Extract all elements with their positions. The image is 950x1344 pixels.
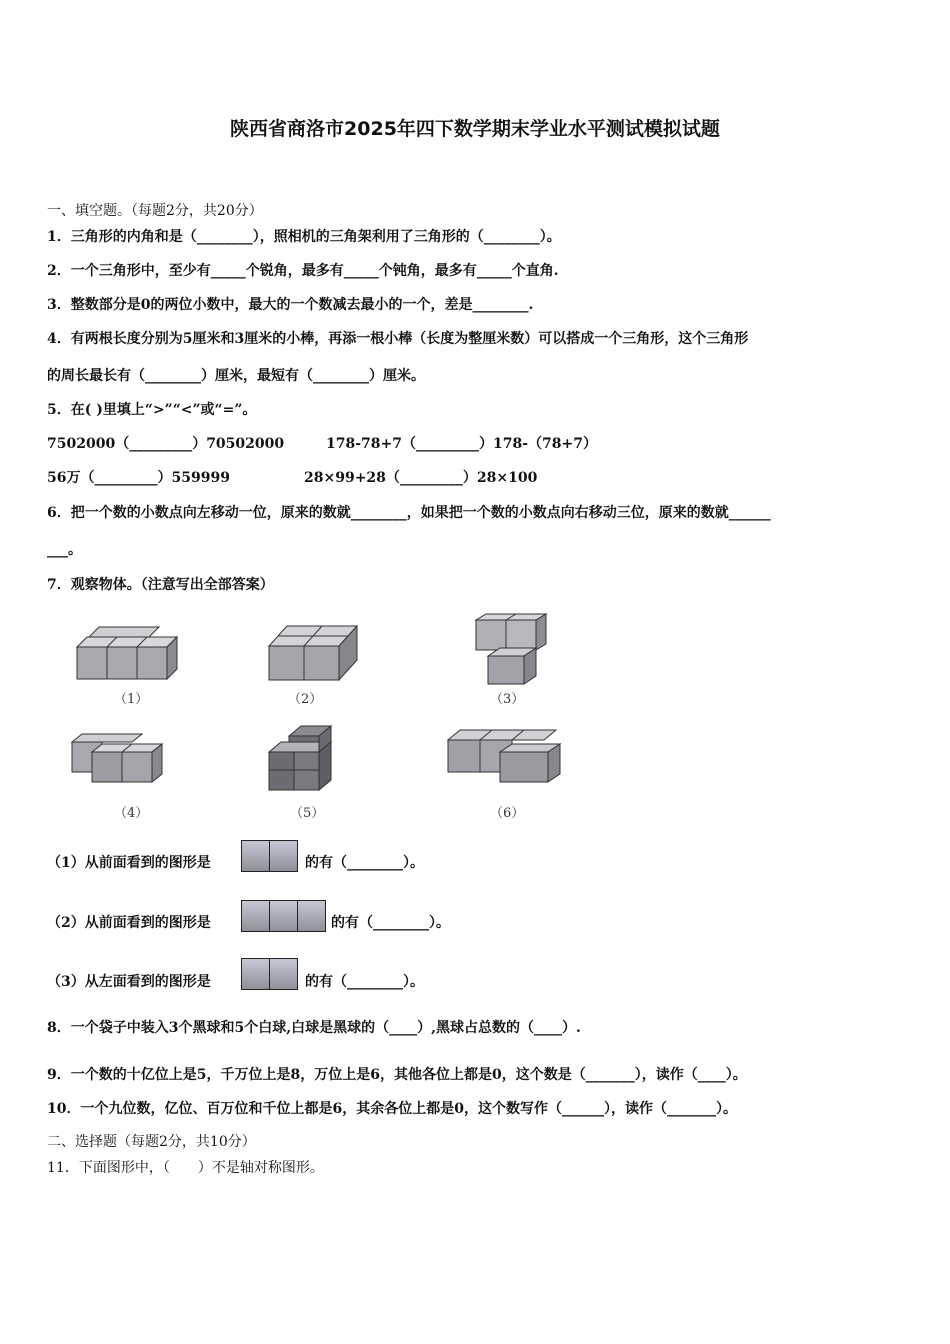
figure-caption-2: （2） bbox=[288, 692, 323, 707]
question-4-line-2: 的周长最长有（________）厘米，最短有（________）厘米。 bbox=[47, 368, 425, 384]
question-7-part-3-suffix: 的有（________）。 bbox=[305, 974, 424, 990]
question-11: 11．下面图形中，（ ）不是轴对称图形。 bbox=[47, 1160, 324, 1176]
solid-figure-4 bbox=[70, 732, 170, 784]
figure-caption-5: （5） bbox=[290, 806, 325, 821]
section-heading-fill-in: 一、填空题。（每题2分，共20分） bbox=[47, 203, 263, 219]
solid-figure-1 bbox=[75, 625, 185, 685]
question-4-line-1: 4．有两根长度分别为5厘米和3厘米的小棒，再添一根小棒（长度为整厘米数）可以搭成一个三角形，这个三角形 bbox=[47, 331, 749, 347]
question-5-compare-1: 7502000（_________）70502000 bbox=[47, 436, 285, 452]
solid-figure-6 bbox=[446, 728, 566, 786]
left-view-two-squares bbox=[241, 958, 298, 990]
question-7-part-3-prefix: （3）从左面看到的图形是 bbox=[47, 974, 211, 990]
question-7-part-2-suffix: 的有（________）。 bbox=[331, 915, 450, 931]
figure-caption-3: （3） bbox=[490, 692, 525, 707]
question-7-part-2-prefix: （2）从前面看到的图形是 bbox=[47, 915, 211, 931]
solid-figure-3 bbox=[470, 612, 560, 688]
question-7-part-1-suffix: 的有（________）。 bbox=[305, 855, 424, 871]
solid-figure-5 bbox=[265, 724, 345, 794]
page-title: 陕西省商洛市2025年四下数学期末学业水平测试模拟试题 bbox=[230, 118, 720, 140]
question-5-compare-2: 178-78+7（_________）178-（78+7） bbox=[326, 436, 597, 452]
question-2: 2．一个三角形中，至少有_____个锐角，最多有_____个钝角，最多有_____个直角. bbox=[47, 263, 559, 279]
question-5-compare-4: 28×99+28（_________）28×100 bbox=[304, 470, 538, 486]
front-view-two-squares bbox=[241, 840, 298, 872]
question-7: 7．观察物体。（注意写出全部答案） bbox=[47, 577, 274, 593]
question-3: 3．整数部分是0的两位小数中，最大的一个数减去最小的一个，差是________. bbox=[47, 297, 534, 313]
figure-caption-6: （6） bbox=[490, 806, 525, 821]
question-8: 8．一个袋子中装入3个黑球和5个白球,白球是黑球的（____）,黑球占总数的（____）. bbox=[47, 1020, 581, 1036]
question-7-part-1-prefix: （1）从前面看到的图形是 bbox=[47, 855, 211, 871]
question-10: 10．一个九位数，亿位、百万位和千位上都是6，其余各位上都是0，这个数写作（______），读作（_______）。 bbox=[47, 1101, 737, 1117]
question-6-line-1: 6．把一个数的小数点向左移动一位，原来的数就________，如果把一个数的小数点向右移动三位，原来的数就______ bbox=[47, 505, 771, 521]
question-9: 9．一个数的十亿位上是5，千万位上是8，万位上是6，其他各位上都是0，这个数是（_______），读作（____）。 bbox=[47, 1067, 747, 1083]
figure-caption-4: （4） bbox=[114, 806, 149, 821]
question-1: 1．三角形的内角和是（________），照相机的三角架利用了三角形的（________）。 bbox=[47, 229, 561, 245]
figure-caption-1: （1） bbox=[114, 692, 149, 707]
solid-figure-2 bbox=[265, 622, 365, 684]
section-heading-choice: 二、选择题（每题2分，共10分） bbox=[47, 1134, 256, 1150]
question-5: 5．在( )里填上“>”“<”或“=”。 bbox=[47, 402, 257, 418]
question-5-compare-3: 56万（_________）559999 bbox=[47, 470, 230, 486]
question-6-line-2: ___。 bbox=[47, 542, 82, 558]
front-view-three-squares bbox=[241, 900, 326, 932]
